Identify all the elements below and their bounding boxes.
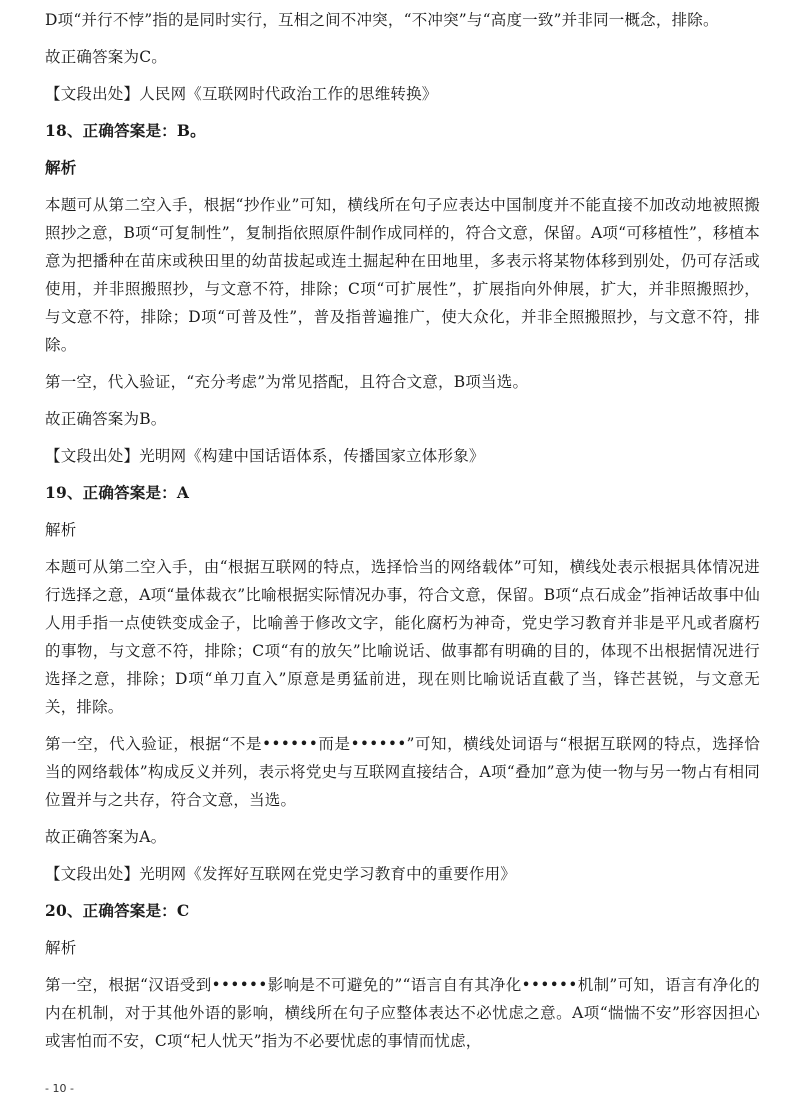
question-20-heading: 20、正确答案是：C — [45, 901, 190, 920]
analysis-label-19: 解析 — [45, 521, 77, 539]
paragraph-option-d: D项“并行不悖”指的是同时实行，互相之间不冲突，“不冲突”与“高度一致”并非同一概念，排除。 — [45, 11, 719, 29]
source-17: 【文段出处】人民网《互联网时代政治工作的思维转换》 — [45, 85, 438, 103]
answer-19: 故正确答案为A。 — [45, 828, 167, 846]
document-page — [45, 6, 760, 1055]
answer-17: 故正确答案为C。 — [45, 48, 167, 66]
analysis-19-paragraph-2: 第一空，代入验证，根据“不是••••••而是••••••”可知，横线处词语与“根据互联网的特点，选择恰当的网络载体”构成反义并列，表示将党史与互联网直接结合，A项“叠加”意为使一物与另一物占有相同位置并与之共存，符合文意，当选。 — [45, 735, 760, 809]
analysis-label-18: 解析 — [45, 158, 77, 177]
source-19: 【文段出处】光明网《发挥好互联网在党史学习教育中的重要作用》 — [45, 865, 517, 883]
question-18-heading: 18、正确答案是：B。 — [45, 121, 206, 140]
page-number: - 10 - — [45, 1082, 74, 1095]
analysis-20-paragraph-1: 第一空，根据“汉语受到••••••影响是不可避免的”“语言自有其净化••••••机制”可知，语言有净化的内在机制，对于其他外语的影响，横线所在句子应整体表达不必忧虑之意。A项“惴惴不安”形容因担心或害怕而不安，C项“杞人忧天”指为不必要忧虑的事情而忧虑， — [45, 976, 760, 1050]
analysis-19-paragraph-1: 本题可从第二空入手，由“根据互联网的特点，选择恰当的网络载体”可知，横线处表示根据具体情况进行选择之意，A项“量体裁衣”比喻根据实际情况办事，符合文意，保留。B项“点石成金”指神话故事中仙人用手指一点使铁变成金子，比喻善于修改文字，能化腐朽为神奇，党史学习教育并非是平凡或者腐朽的事物，与文意不符，排除；C项“有的放矢”比喻说话、做事都有明确的目的，体现不出根据情况进行选择之意，排除；D项“单刀直入”原意是勇猛前进，现在则比喻说话直截了当，锋芒甚锐，与文意无关，排除。 — [45, 558, 760, 716]
answer-18: 故正确答案为B。 — [45, 410, 167, 428]
analysis-18-paragraph-1: 本题可从第二空入手，根据“抄作业”可知，横线所在句子应表达中国制度并不能直接不加改动地被照搬照抄之意，B项“可复制性”，复制指依照原件制作成同样的，符合文意，保留。A项“可移植性”，移植本意为把播种在苗床或秧田里的幼苗拔起或连土掘起种在田地里，多表示将某物体移到别处，仍可存活或使用，并非照搬照抄，与文意不符，排除；C项“可扩展性”，扩展指向外伸展，扩大，并非照搬照抄，与文意不符，排除；D项“可普及性”，普及指普遍推广，使大众化，并非全照搬照抄，与文意不符，排除。 — [45, 196, 760, 354]
analysis-label-20: 解析 — [45, 939, 77, 957]
source-18: 【文段出处】光明网《构建中国话语体系，传播国家立体形象》 — [45, 447, 485, 465]
analysis-18-paragraph-2: 第一空，代入验证，“充分考虑”为常见搭配，且符合文意，B项当选。 — [45, 373, 529, 391]
question-19-heading: 19、正确答案是：A — [45, 483, 190, 502]
